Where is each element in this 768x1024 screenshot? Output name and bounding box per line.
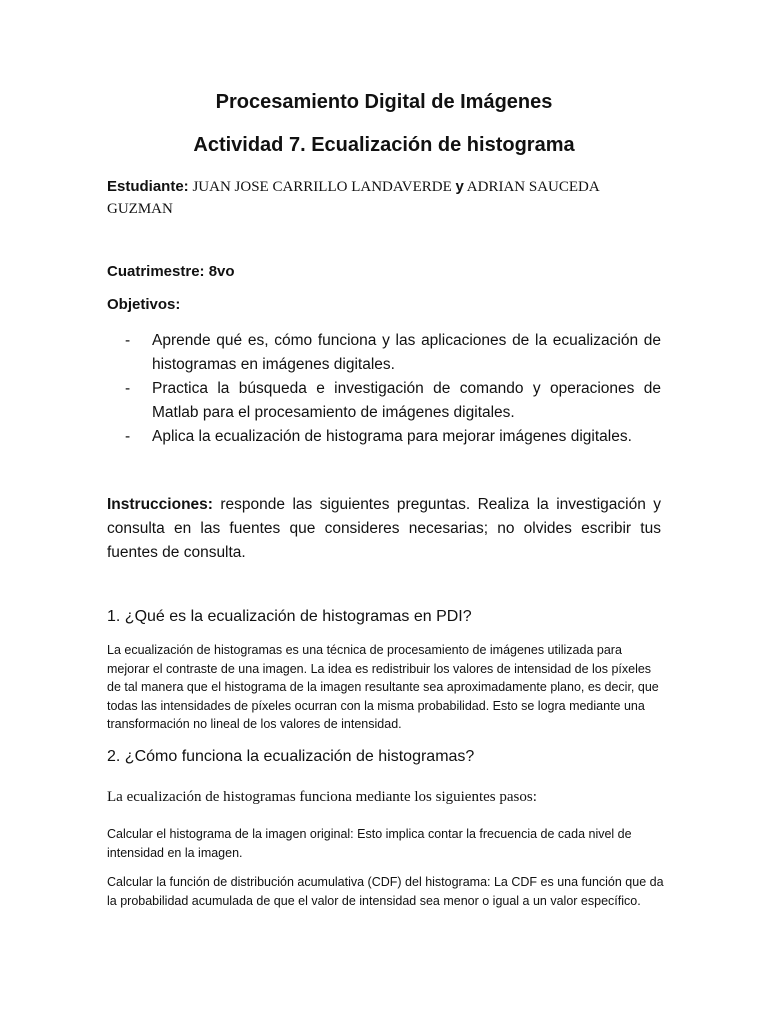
objective-item: - Practica la búsqueda e investigación de comando y operaciones de Matlab para el procesamiento de imágenes digitales. [125, 380, 661, 421]
student-name-2: ADRIAN SAUCEDA GUZMAN [107, 179, 599, 217]
question-2-heading: 2. ¿Cómo funciona la ecualización de histogramas? [107, 748, 475, 765]
objective-text: Aplica la ecualización de histograma para mejorar imágenes digitales. [152, 428, 632, 445]
activity-title: Actividad 7. Ecualización de histograma [193, 134, 575, 156]
instructions-paragraph [107, 493, 661, 565]
objectives-list [125, 329, 661, 449]
student-conjunction: y [455, 178, 464, 195]
question-2-intro: La ecualización de histogramas funciona mediante los siguientes pasos: [107, 789, 537, 805]
question-2-step: Calcular la función de distribución acumulativa (CDF) del histograma: La CDF es una función que da la probabilidad acumulada de que el valor de intensidad sea menor o igual a un valor específico. [107, 875, 664, 908]
student-line [107, 176, 667, 220]
objective-text: Aprende qué es, cómo funciona y las aplicaciones de la ecualización de histogramas en imágenes digitales. [152, 332, 661, 373]
objectives-heading: Objetivos: [107, 296, 181, 313]
question-1-answer: La ecualización de histogramas es una técnica de procesamiento de imágenes utilizada para mejorar el contraste de una imagen. La idea es redistribuir los valores de intensidad de los píxeles de tal manera que el histograma de la imagen resultante sea aproximadamente plano, es decir, que todas las intensidades de píxeles ocurran con la misma probabilidad. Esto se logra mediante una transformación no lineal de los valores de intensidad. [107, 643, 659, 731]
objective-item: - Aprende qué es, cómo funciona y las aplicaciones de la ecualización de histogramas en imágenes digitales. [125, 332, 661, 373]
instructions-text: responde las siguientes preguntas. Realiza la investigación y consulta en las fuentes que consideres necesarias; no olvides escribir tus fuentes de consulta. [107, 496, 661, 561]
question-1-heading: 1. ¿Qué es la ecualización de histogramas en PDI? [107, 608, 472, 625]
student-name-1: JUAN JOSE CARRILLO LANDAVERDE [188, 179, 456, 195]
objective-text: Practica la búsqueda e investigación de comando y operaciones de Matlab para el procesamiento de imágenes digitales. [152, 380, 661, 421]
question-2-step: Calcular el histograma de la imagen original: Esto implica contar la frecuencia de cada nivel de intensidad en la imagen. [107, 827, 632, 860]
student-label: Estudiante: [107, 178, 189, 195]
document-title: Procesamiento Digital de Imágenes [215, 91, 553, 113]
objective-item: - Aplica la ecualización de histograma para mejorar imágenes digitales. [125, 428, 632, 445]
instructions-label: Instrucciones: [107, 496, 213, 513]
term-line: Cuatrimestre: 8vo [107, 263, 235, 280]
